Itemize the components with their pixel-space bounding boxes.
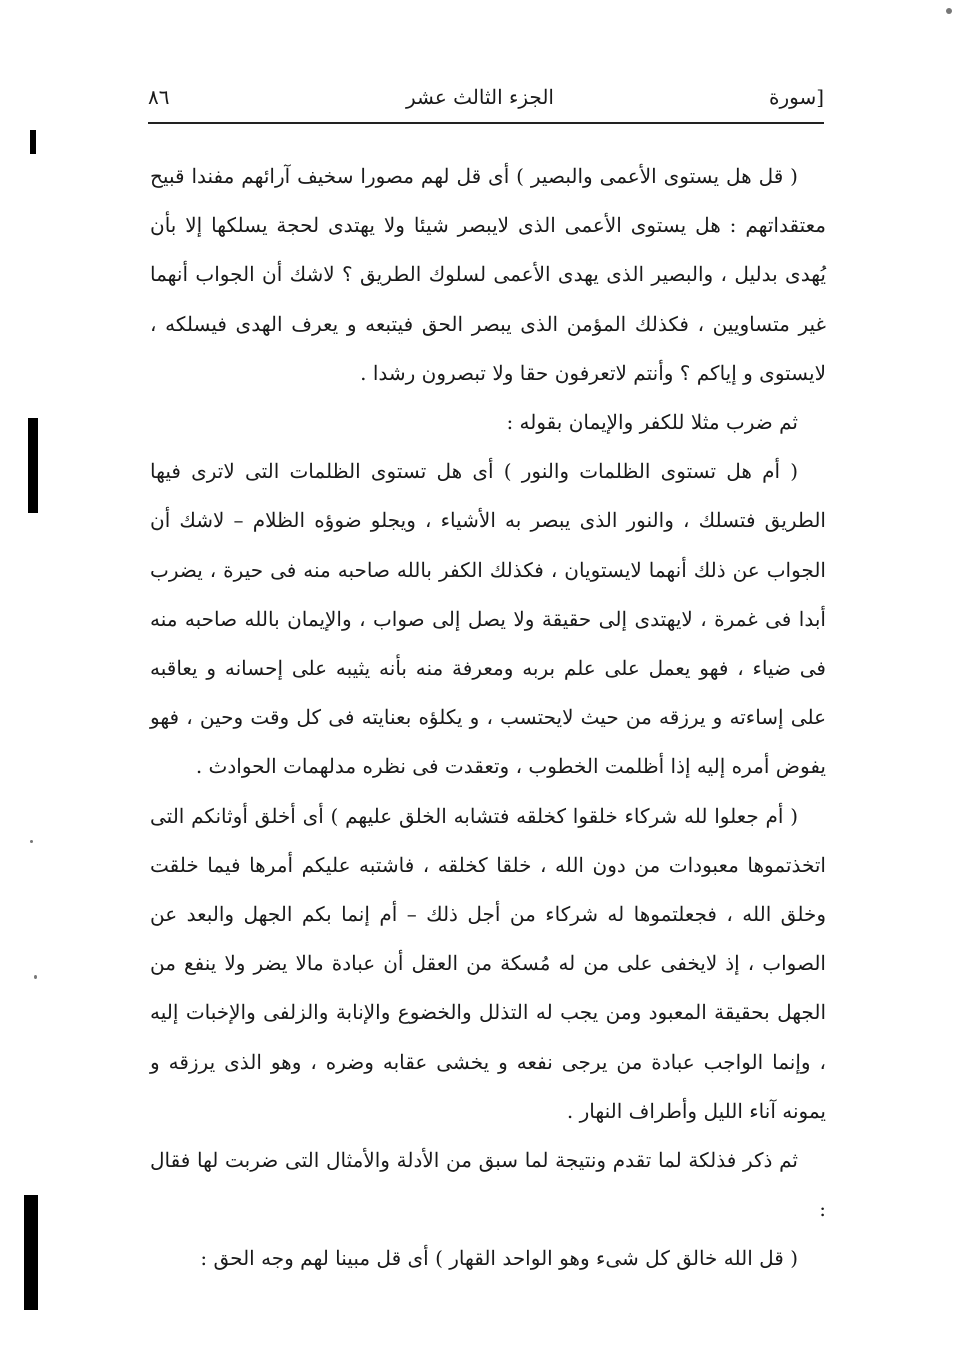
scan-edge-mark xyxy=(28,418,38,513)
scan-edge-mark xyxy=(24,1195,38,1310)
running-header xyxy=(148,82,824,116)
scan-speck xyxy=(30,840,33,843)
paragraph: ثم ضرب مثلا للكفر والإيمان بقوله : xyxy=(506,410,798,435)
paragraph: ثم ذكر فذلكة لما تقدم ونتيجة لما سبق من الأدلة والأمثال التى ضربت لها فقال : xyxy=(150,1148,826,1222)
part-title: الجزء الثالث عشر xyxy=(405,85,554,109)
page-number: ٨٦ xyxy=(148,85,170,109)
paragraph: ( قل هل يستوى الأعمى والبصير ) أى قل لهم مصورا سخيف آرائهم مفندا قبيح معتقداتهم : هل يستوى الأعمى الذى لايبصر شيئا ولا يهتدى لحجة يسلكها إلا بأن يُهدى بدليل ، والبصير الذى يهدى الأعمى لسلوك الطريق ؟ لاشك أن الجواب أنهما غير متساويين ، فكذلك المؤمن الذى يبصر الحق فيتبعه و يعرف الهدى فيسلكه ، لايستوى و إياكم ؟ وأنتم لاتعرفون حقا ولا تبصرون رشدا . xyxy=(150,164,826,385)
surah-label: [سورة xyxy=(768,85,824,109)
scan-speck xyxy=(946,8,952,14)
page-body xyxy=(150,152,826,1284)
paragraph: ( أم جعلوا لله شركاء خلقوا كخلقه فتشابه الخلق عليهم ) أى أخلق أوثانكم التى اتخذتموها معبودات من دون الله ، خلقا كخلقه ، فاشتبه عليكم أمرها فيما خلقت وخلق الله ، فجعلتموها له شركاء من أجل ذلك – أم إنما بكم الجهل والبعد عن الصواب ، إذ لايخفى على من له مُسكة من العقل أن عبادة مالا يضر ولا ينفع من الجهل بحقيقة المعبود ومن يجب له التذلل والخضوع والإنابة والزلفى والإخبات إليه ، وإنما الواجب عبادة من يرجى نفعه و يخشى عقابه وضره ، وهو الذى يرزقه و يمونه آناء الليل وأطراف النهار . xyxy=(150,803,826,1123)
paragraph: ( قل الله خالق كل شىء وهو الواحد القهار ) أى قل مبينا لهم وجه الحق : xyxy=(200,1246,798,1271)
scan-edge-mark xyxy=(30,130,36,154)
header-rule xyxy=(148,122,824,124)
scan-speck xyxy=(34,975,37,979)
paragraph: ( أم هل تستوى الظلمات والنور ) أى هل تستوى الظلمات التى لاترى فيها الطريق فتسلك ، والنور الذى يبصر به الأشياء ، ويجلو ضوؤه الظلام – لاشك أن الجواب عن ذلك أنهما لايستويان ، فكذلك الكفر بالله صاحبه منه فى حيرة ، يضرب أبدا فى غمرة ، لايهتدى إلى حقيقة ولا يصل إلى صواب ، والإيمان بالله صاحبه منه فى ضياء ، فهو يعمل على علم بربه ومعرفة منه بأنه يثيبه على إحسانه و يعاقبه على إساءته و يرزقه من حيث لايحتسب ، و يكلؤه بعنايته فى كل وقت وحين ، فهو يفوض أمره إليه إذا أظلمت الخطوب ، وتعقدت فى نظره مدلهمات الحوادث . xyxy=(150,459,826,779)
